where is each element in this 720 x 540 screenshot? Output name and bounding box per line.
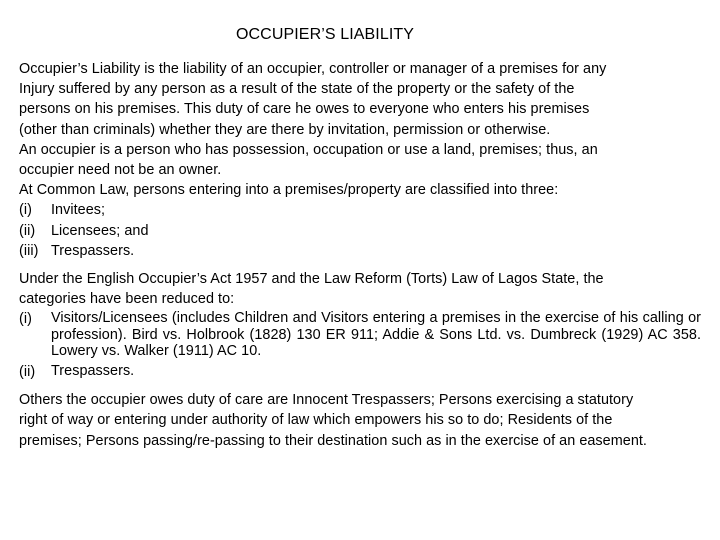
list-text: Trespassers. bbox=[51, 242, 135, 259]
paragraph-occupier bbox=[19, 140, 701, 180]
list-number: (ii) bbox=[19, 363, 36, 380]
list-number: (iii) bbox=[19, 242, 39, 259]
reduced-categories-list bbox=[19, 309, 701, 382]
paragraph-others bbox=[19, 390, 701, 451]
list-text: Trespassers. bbox=[51, 362, 135, 379]
text-line: premises; Persons passing/re-passing to their destination such as in the exercise of an easement. bbox=[19, 432, 647, 449]
list-item bbox=[19, 200, 701, 220]
text-line: Occupier’s Liability is the liability of an occupier, controller or manager of a premises for any bbox=[19, 61, 607, 77]
list-number: (i) bbox=[19, 311, 32, 328]
list-number: (i) bbox=[19, 202, 32, 219]
text-line: Others the occupier owes duty of care are Innocent Trespassers; Persons exercising a statutory bbox=[19, 392, 634, 409]
paragraph-definition bbox=[19, 59, 701, 140]
list-item bbox=[19, 241, 701, 261]
text-line: (other than criminals) whether they are there by invitation, permission or otherwise. bbox=[19, 121, 551, 138]
list-text: Visitors/Licensees (includes Children and Visitors entering a premises in the exercise of his calling or profession). Bird vs. Holbrook (1828) 130 ER 911; Addie & Sons Ltd. vs. Dumbreck (1929) AC 358. Lowery vs. Walker (1911) AC 10. bbox=[51, 310, 701, 360]
text-line: occupier need not be an owner. bbox=[19, 162, 222, 179]
list-item bbox=[19, 309, 701, 362]
text-line: persons on his premises. This duty of care he owes to everyone who enters his premises bbox=[19, 101, 590, 118]
classification-list bbox=[19, 200, 701, 261]
list-item bbox=[19, 362, 701, 382]
page-title: OCCUPIER’S LIABILITY bbox=[235, 26, 415, 43]
list-text: Licensees; and bbox=[51, 222, 149, 239]
document-body bbox=[19, 59, 701, 451]
list-text: Invitees; bbox=[51, 202, 106, 219]
text-line: categories have been reduced to: bbox=[19, 291, 235, 308]
list-item bbox=[19, 221, 701, 241]
paragraph-common-law: At Common Law, persons entering into a premises/property are classified into three: bbox=[19, 182, 559, 199]
text-line: right of way or entering under authority of law which empowers his so to do; Residents of the bbox=[19, 412, 613, 429]
text-line: An occupier is a person who has possession, occupation or use a land, premises; thus, an bbox=[19, 141, 598, 158]
paragraph-english-act bbox=[19, 269, 701, 309]
text-line: Injury suffered by any person as a result of the state of the property or the safety of the bbox=[19, 81, 575, 98]
list-number: (ii) bbox=[19, 222, 36, 239]
text-line: Under the English Occupier’s Act 1957 and the Law Reform (Torts) Law of Lagos State, the bbox=[19, 271, 604, 288]
